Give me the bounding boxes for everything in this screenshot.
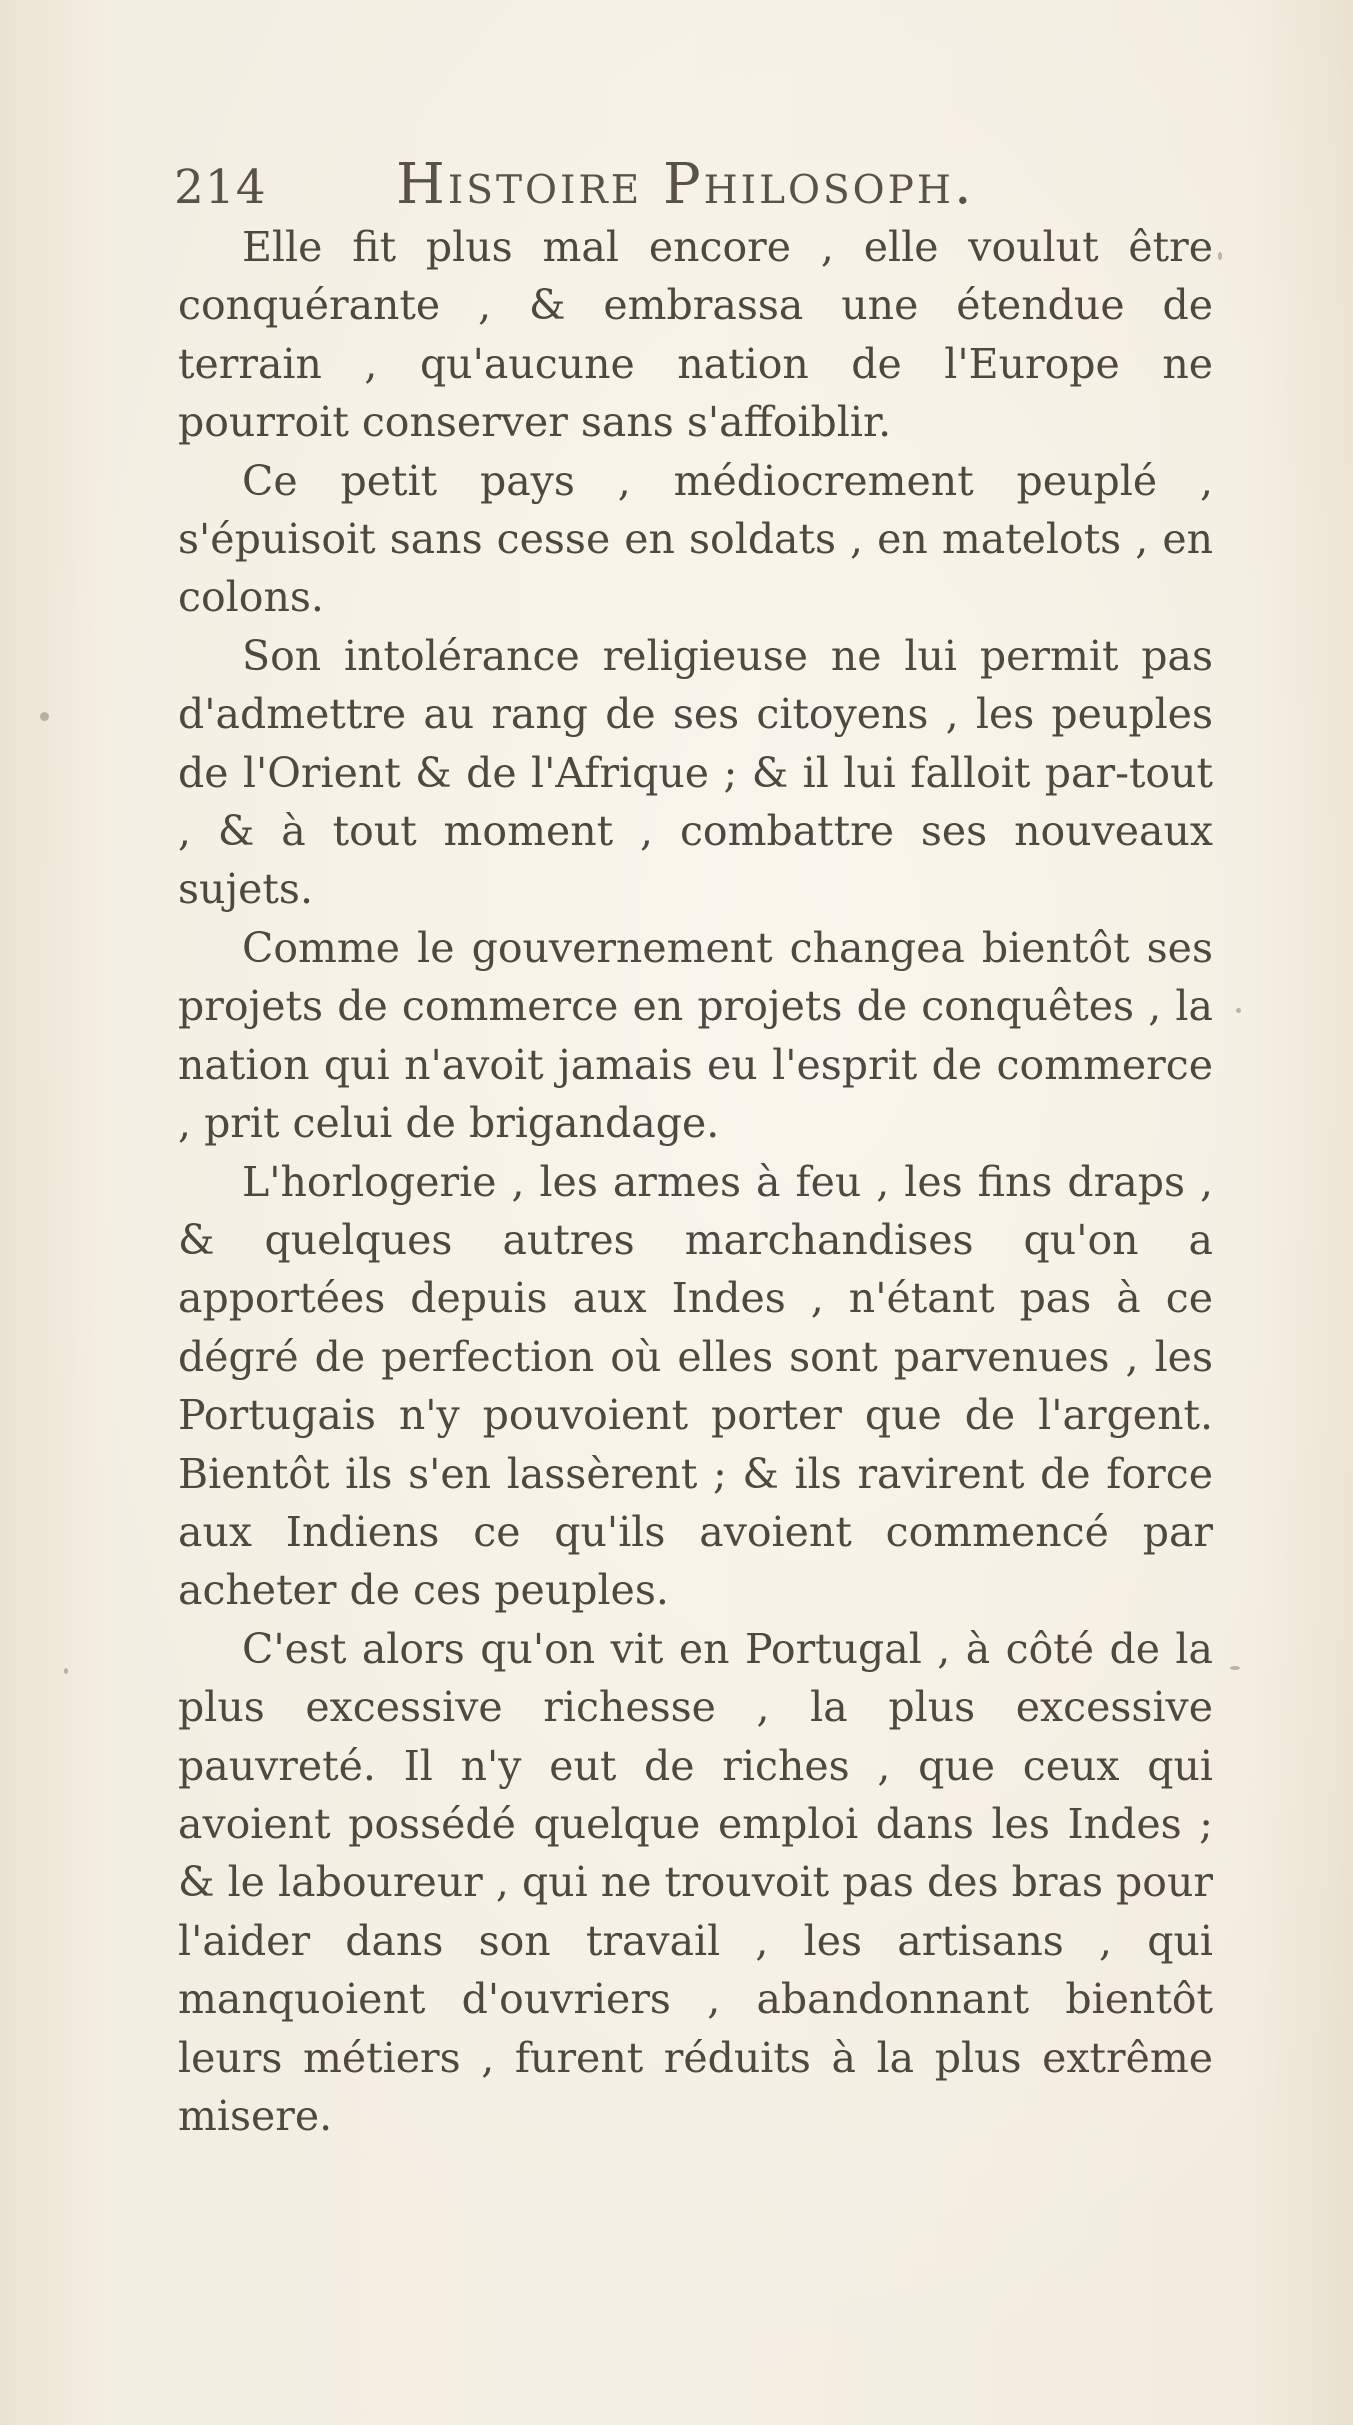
- paper-speck: [64, 1668, 68, 1674]
- paper-speck: [1218, 252, 1222, 260]
- paragraph-6: C'est alors qu'on vit en Portugal , à côté de la plus excessive richesse , la plus excessive pauvreté. Il n'y eut de riches , que ceux qui avoient possédé quelque emploi dans les Indes ; & le laboureur , qui ne trouvoit pas des bras pour l'aider dans son travail , les artisans , qui manquoient d'ouvriers , abandonnant bientôt leurs métiers , furent réduits à la plus extrême misere.: [178, 1624, 1213, 2140]
- body-text: [178, 218, 1213, 2145]
- paragraph-4: Comme le gouvernement changea bientôt ses projets de commerce en projets de conquêtes , la nation qui n'avoit jamais eu l'esprit de commerce , prit celui de brigandage.: [178, 923, 1213, 1148]
- paragraph-3: Son intolérance religieuse ne lui permit pas d'admettre au rang de ses citoyens , les peuples de l'Orient & de l'Afrique ; & il lui falloit par-tout , & à tout moment , combattre ses nouveaux sujets.: [178, 631, 1213, 914]
- paper-speck: [40, 712, 49, 721]
- paper-speck: [1236, 1008, 1241, 1013]
- paper-speck: [1230, 1666, 1240, 1670]
- running-title: Histoire Philosoph.: [396, 152, 975, 217]
- page-number: 214: [174, 160, 267, 215]
- page-header: [174, 152, 1234, 222]
- paragraph-5: L'horlogerie , les armes à feu , les fins draps , & quelques autres marchandises qu'on a apportées depuis aux Indes , n'étant pas à ce dégré de perfection où elles sont parvenues , les Portugais n'y pouvoient porter que de l'argent. Bientôt ils s'en lassèrent ; & ils ravirent de force aux Indiens ce qu'ils avoient commencé par acheter de ces peuples.: [178, 1157, 1213, 1615]
- paragraph-1: Elle fit plus mal encore , elle voulut être conquérante , & embrassa une étendue de terrain , qu'aucune nation de l'Europe ne pourroit conserver sans s'affoiblir.: [178, 223, 1213, 447]
- paragraph-2: Ce petit pays , médiocrement peuplé , s'épuisoit sans cesse en soldats , en matelots , en colons.: [178, 456, 1213, 622]
